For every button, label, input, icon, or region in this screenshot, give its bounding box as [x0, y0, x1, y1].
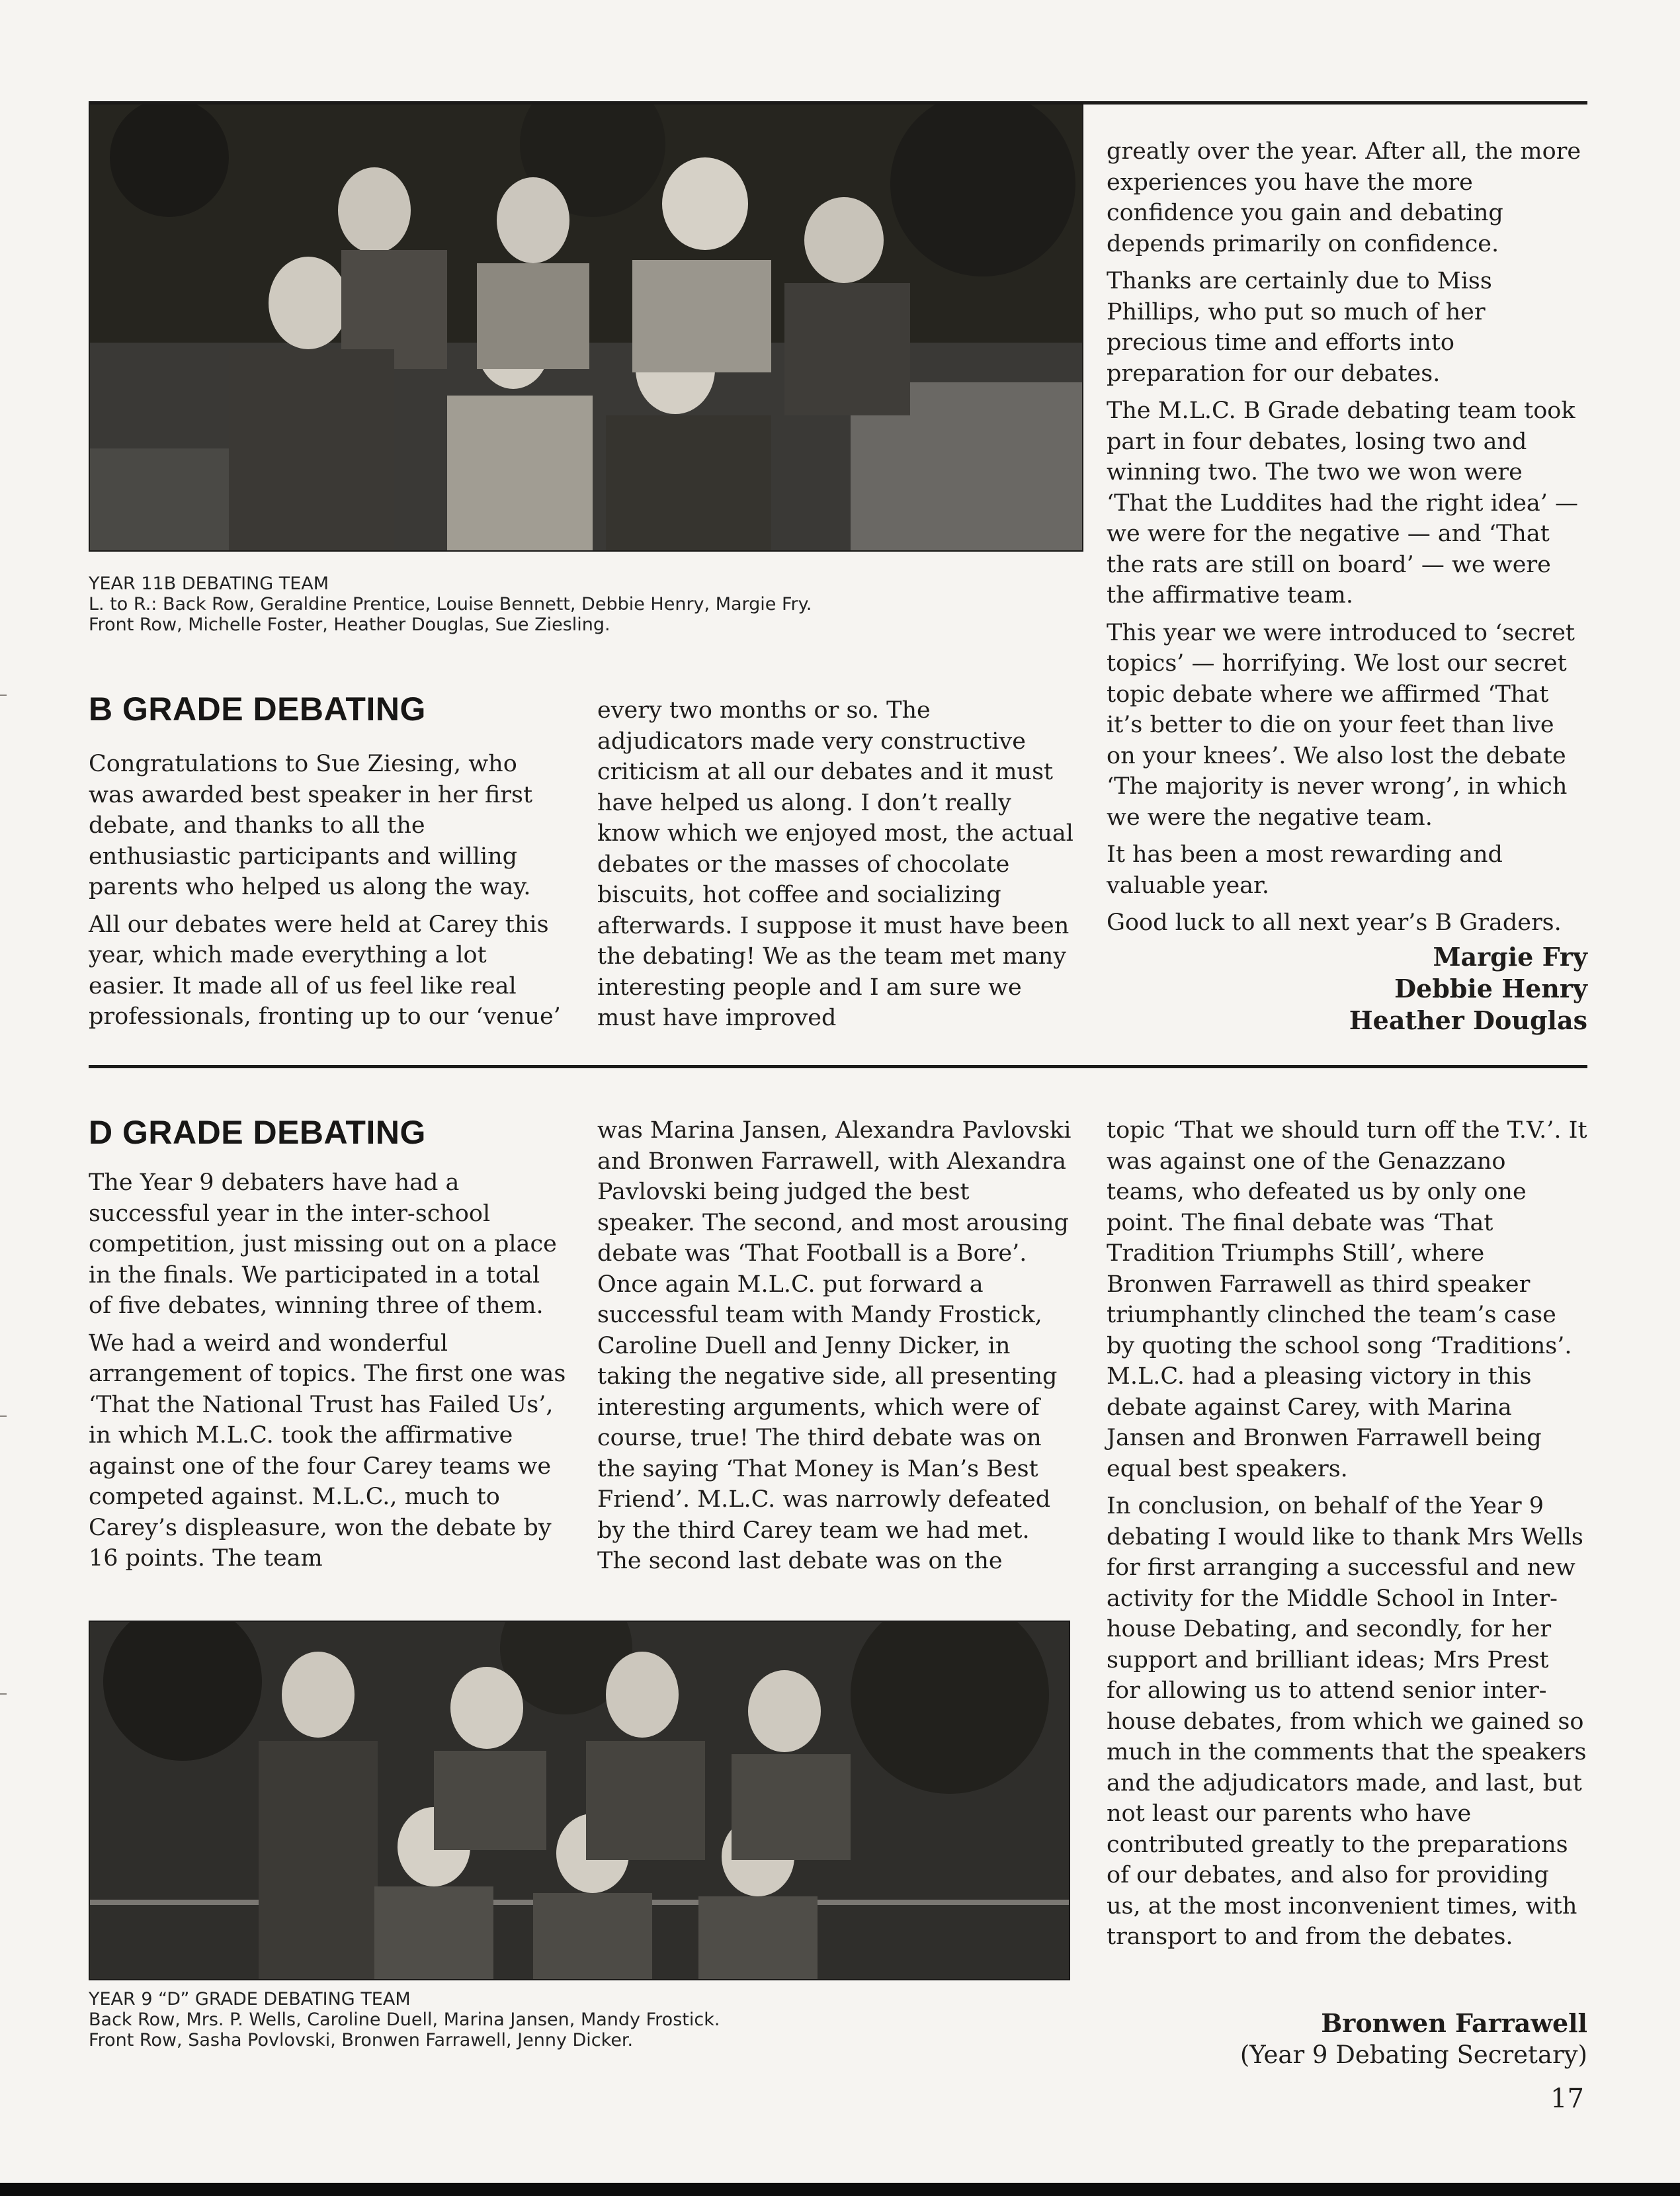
paragraph: The Year 9 debaters have had a successful year in the inter-school competition, just missing out on a place in the finals. We participated in a total of five debates, winning three of them.: [89, 1169, 557, 1319]
caption-line: Front Row, Sasha Povlovski, Bronwen Farrawell, Jenny Dicker.: [89, 2030, 634, 2050]
paragraph: Thanks are certainly due to Miss Phillips, who put so much of her precious time and efforts into preparation for our debates.: [1107, 268, 1492, 387]
paragraph: All our debates were held at Carey this year, which made everything a lot easier. It made all of us feel like real professionals, fronting up to our ‘venue’: [89, 911, 561, 1030]
d-grade-column-3: [1107, 1115, 1587, 1953]
d-grade-signature: [1107, 2007, 1587, 2071]
caption-title: YEAR 11B DEBATING TEAM: [89, 573, 329, 594]
caption-line: Front Row, Michelle Foster, Heather Douglas, Sue Ziesling.: [89, 614, 610, 635]
signature-name: Margie Fry: [1433, 941, 1587, 972]
signatures: [1107, 941, 1587, 1036]
paragraph: This year we were introduced to ‘secret topics’ — horrifying. We lost our secret topic debate where we affirmed ‘That it’s better to die on your feet than live on your knees’. We also lost the debate ‘The majority is never wrong’, in which we were the negative team.: [1107, 619, 1575, 831]
group-photo-icon: [90, 105, 1082, 550]
middle-rule: [89, 1065, 1587, 1068]
paragraph: We had a weird and wonderful arrangement of topics. The first one was ‘That the National Trust has Failed Us’, in which M.L.C. took the affirmative against one of the four Carey teams we competed against. M.L.C., much to Carey’s displeasure, won the debate by 16 points. The team: [89, 1330, 566, 1572]
b-grade-column-1: [89, 749, 568, 1033]
caption-line: Back Row, Mrs. P. Wells, Caroline Duell, Marina Jansen, Mandy Frostick.: [89, 2009, 720, 2030]
margin-mark: [0, 1415, 7, 1417]
signature-name: Debbie Henry: [1394, 973, 1587, 1003]
margin-mark: [0, 1693, 7, 1695]
b-grade-heading: B GRADE DEBATING: [89, 691, 426, 728]
caption-line: L. to R.: Back Row, Geraldine Prentice, Louise Bennett, Debbie Henry, Margie Fry.: [89, 594, 812, 614]
group-photo-icon: [90, 1622, 1069, 1979]
year-9-team-photo: [89, 1621, 1070, 1980]
paragraph: It has been a most rewarding and valuable year.: [1107, 841, 1503, 899]
paragraph: Congratulations to Sue Ziesing, who was awarded best speaker in her first debate, and thanks to all the enthusiastic participants and willing parents who helped us along the way.: [89, 751, 533, 900]
d-grade-heading: D GRADE DEBATING: [89, 1114, 426, 1151]
caption-title: YEAR 9 “D” GRADE DEBATING TEAM: [89, 1989, 411, 2009]
scan-edge: [0, 2183, 1680, 2196]
paragraph: was Marina Jansen, Alexandra Pavlovski and Bronwen Farrawell, with Alexandra Pavlovski being judged the best speaker. The second, and most arousing debate was ‘That Football is a Bore’. Once again M.L.C. put forward a successful team with Mandy Frostick, Caroline Duell and Jenny Dicker, in taking the negative side, all presenting interesting arguments, which were of course, true! The third debate was on the saying ‘That Money is Man’s Best Friend’. M.L.C. was narrowly defeated by the third Carey team we had met. The second last debate was on the: [597, 1117, 1071, 1574]
d-grade-column-2: [597, 1115, 1072, 1577]
b-grade-column-3: [1107, 136, 1587, 1036]
year-11b-caption: [89, 573, 812, 635]
b-grade-column-2: [597, 695, 1073, 1034]
paragraph: In conclusion, on behalf of the Year 9 debating I would like to thank Mrs Wells for first arranging a successful and new activity for the Middle School in Inter-house Debating, and secondly, for her support and brilliant ideas; Mrs Prest for allowing us to attend senior inter-house debates, from which we gained so much in the comments that the speakers and the adjudicators made, and last, but not least our parents who have contributed greatly to the preparations of our debates, and also for providing us, at the most inconvenient times, with transport to and from the debates.: [1107, 1493, 1587, 1950]
d-grade-column-1: [89, 1167, 568, 1574]
signature-role: (Year 9 Debating Secretary): [1239, 2041, 1587, 2069]
year-11b-team-photo: [89, 103, 1083, 552]
paragraph: Good luck to all next year’s B Graders.: [1107, 909, 1562, 936]
paragraph: every two months or so. The adjudicators made very constructive criticism at all our debates and it must have helped us along. I don’t really know which we enjoyed most, the actual debates or the masses of chocolate biscuits, hot coffee and socializing afterwards. I suppose it must have been the debating! We as the team met many interesting people and I am sure we must have improved: [597, 697, 1073, 1031]
paragraph: greatly over the year. After all, the more experiences you have the more confidence you gain and debating depends primarily on confidence.: [1107, 138, 1581, 257]
paragraph: The M.L.C. B Grade debating team took part in four debates, losing two and winning two. The two we won were ‘That the Luddites had the right idea’ — we were for the negative — and ‘That the rats are still on board’ — we were the affirmative team.: [1107, 398, 1579, 609]
page-number: 17: [1550, 2084, 1584, 2114]
signature-name: Heather Douglas: [1349, 1005, 1587, 1035]
signature-name: Bronwen Farrawell: [1321, 2008, 1587, 2038]
paragraph: topic ‘That we should turn off the T.V.’. It was against one of the Genazzano teams, who defeated us by only one point. The final debate was ‘That Tradition Triumphs Still’, where Bronwen Farrawell as third speaker triumphantly clinched the team’s case by quoting the school song ‘Traditions’. M.L.C. had a pleasing victory in this debate against Carey, with Marina Jansen and Bronwen Farrawell being equal best speakers.: [1107, 1117, 1587, 1482]
year-9-caption: [89, 1989, 720, 2050]
margin-mark: [0, 695, 7, 696]
